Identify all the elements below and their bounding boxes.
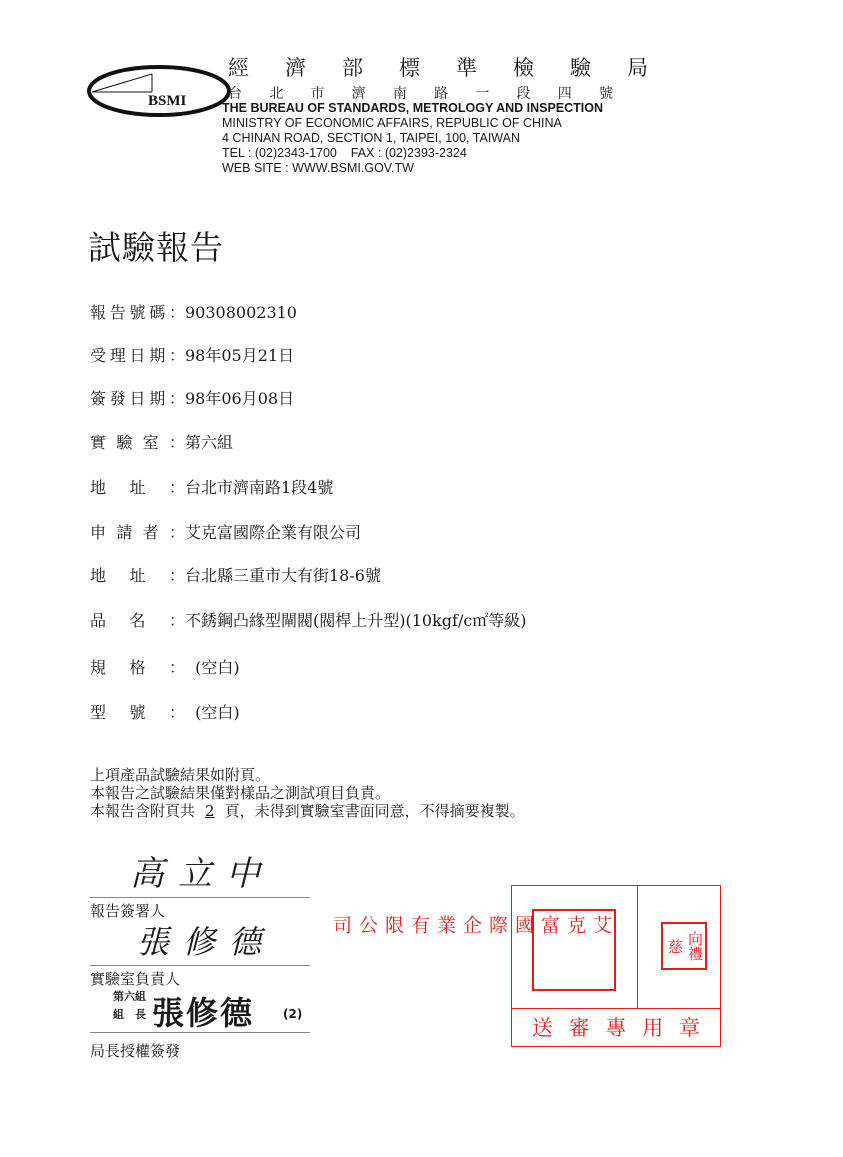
label-char: 地 xyxy=(90,566,107,585)
agency-char: 經 xyxy=(228,56,249,80)
field-row xyxy=(90,655,240,678)
field-label xyxy=(90,563,185,586)
document-title: 試驗報告 xyxy=(88,228,224,267)
label-char: 請 xyxy=(116,523,133,542)
field-value: 不銹鋼凸緣型閘閥(閥桿上升型)(10kgf/c㎡等級) xyxy=(185,611,527,630)
address-char: 一 xyxy=(475,86,490,102)
label-char: 址 xyxy=(129,478,146,497)
stamp-divider xyxy=(512,1008,720,1009)
signature-report-signer: 高立中 xyxy=(130,854,274,894)
address-char: 路 xyxy=(434,86,449,102)
signature-lab-head: 張修德 xyxy=(137,923,276,961)
caption-char: 專 xyxy=(605,1016,627,1040)
ministry-name-en: MINISTRY OF ECONOMIC AFFAIRS, REPUBLIC OF CHINA xyxy=(222,116,562,130)
role-report-signer: 報告簽署人 xyxy=(90,902,166,920)
field-label xyxy=(90,430,185,453)
field-row xyxy=(90,386,294,409)
report-notes xyxy=(90,766,525,820)
role-lab-head: 實驗室負責人 xyxy=(90,970,181,988)
role-director-authorized: 局長授權簽發 xyxy=(90,1042,181,1060)
label-colon: ： xyxy=(168,658,185,677)
address-char: 號 xyxy=(598,86,613,102)
label-colon: ： xyxy=(168,566,185,585)
svg-text:BSMI: BSMI xyxy=(148,93,187,109)
field-label xyxy=(90,386,185,409)
label-char: 簽 xyxy=(90,389,107,408)
note-line-3 xyxy=(90,802,525,820)
signature-line xyxy=(90,965,310,966)
address-en: 4 CHINAN ROAD, SECTION 1, TAIPEI, 100, TAIWAN xyxy=(222,131,520,145)
label-char: 日 xyxy=(129,346,146,365)
bsmi-logo xyxy=(84,60,234,120)
field-label xyxy=(90,520,185,543)
label-char: 實 xyxy=(90,433,107,452)
field-label xyxy=(90,700,185,723)
agency-char: 局 xyxy=(627,56,648,80)
field-row xyxy=(90,700,240,723)
signature-line xyxy=(90,897,310,898)
note-line-1: 上項產品試驗結果如附頁。 xyxy=(90,766,271,784)
label-char: 碼 xyxy=(149,303,166,322)
label-colon: ： xyxy=(168,346,185,365)
caption-char: 用 xyxy=(642,1016,664,1040)
label-char: 期 xyxy=(149,346,166,365)
website: WEB SITE : WWW.BSMI.GOV.TW xyxy=(222,161,414,175)
field-row xyxy=(90,430,233,453)
label-char: 理 xyxy=(109,346,126,365)
field-row xyxy=(90,520,361,543)
company-seal: 艾克富國際企業有限公司 xyxy=(532,909,616,991)
label-colon: ： xyxy=(168,611,185,630)
contact-info: TEL : (02)2343-1700 FAX : (02)2393-2324 xyxy=(222,146,467,160)
label-char: 品 xyxy=(90,611,107,630)
field-value: 台北市濟南路1段4號 xyxy=(185,478,334,497)
agency-char: 標 xyxy=(399,56,420,80)
field-value: (空白) xyxy=(185,658,240,677)
field-label xyxy=(90,608,185,631)
field-row xyxy=(90,608,527,631)
field-label xyxy=(90,655,185,678)
field-value: 台北縣三重市大有街18-6號 xyxy=(185,566,381,585)
agency-char: 驗 xyxy=(570,56,591,80)
label-char: 址 xyxy=(129,566,146,585)
label-char: 規 xyxy=(90,658,107,677)
note-text: 頁，未得到實驗室書面同意，不得摘要複製。 xyxy=(224,802,525,820)
note-text: 本報告含附頁共 xyxy=(90,802,196,820)
field-value: 98年06月08日 xyxy=(185,389,295,408)
label-char: 名 xyxy=(129,611,146,630)
stamp-divider xyxy=(637,886,638,1008)
note-line-2: 本報告之試驗結果僅對樣品之測試項目負責。 xyxy=(90,784,391,802)
agency-name-en: THE BUREAU OF STANDARDS, METROLOGY AND INSPECTION xyxy=(222,101,604,115)
agency-char: 部 xyxy=(342,56,363,80)
section-chief-stamp xyxy=(113,988,146,1024)
label-char: 室 xyxy=(142,433,159,452)
stamp-caption xyxy=(512,1010,720,1044)
field-value: 98年05月21日 xyxy=(185,346,295,365)
caption-char: 送 xyxy=(531,1016,553,1040)
label-char: 日 xyxy=(129,389,146,408)
label-colon: ： xyxy=(168,303,185,322)
agency-char: 濟 xyxy=(285,56,306,80)
personal-seal: 向禮慈 xyxy=(661,922,707,970)
address-char: 南 xyxy=(392,86,407,102)
label-char: 告 xyxy=(109,303,126,322)
label-colon: ： xyxy=(168,523,185,542)
agency-char: 準 xyxy=(456,56,477,80)
agency-address-cn xyxy=(228,83,613,103)
label-colon: ： xyxy=(168,433,185,452)
address-char: 濟 xyxy=(351,86,366,102)
page-count: 2 xyxy=(205,802,215,820)
label-char: 申 xyxy=(90,523,107,542)
signature-chief-stamp: 張修德 xyxy=(152,994,255,1032)
label-char: 地 xyxy=(90,478,107,497)
bsmi-logo-icon xyxy=(84,60,234,120)
label-char: 受 xyxy=(90,346,107,365)
agency-name-cn xyxy=(228,52,648,82)
address-char: 市 xyxy=(310,86,325,102)
stamp-prefix-bottom: 組 長 xyxy=(113,1008,146,1021)
label-colon: ： xyxy=(168,703,185,722)
field-row xyxy=(90,563,381,586)
label-char: 號 xyxy=(129,703,146,722)
field-value: 第六組 xyxy=(185,433,234,452)
field-row xyxy=(90,300,297,323)
label-char: 驗 xyxy=(116,433,133,452)
address-char: 台 xyxy=(228,86,242,102)
field-label xyxy=(90,300,185,323)
label-char: 格 xyxy=(129,658,146,677)
address-char: 四 xyxy=(557,86,572,102)
address-char: 北 xyxy=(269,86,284,102)
label-colon: ： xyxy=(168,478,185,497)
field-value: (空白) xyxy=(185,703,240,722)
field-row xyxy=(90,475,333,498)
field-value: 90308002310 xyxy=(185,303,297,322)
field-value: 艾克富國際企業有限公司 xyxy=(185,523,362,542)
stamp-suffix: (2) xyxy=(283,1007,303,1021)
label-char: 期 xyxy=(149,389,166,408)
agency-char: 檢 xyxy=(513,56,534,80)
agency-info-en xyxy=(222,101,603,176)
submission-stamp xyxy=(330,885,721,1047)
label-colon: ： xyxy=(168,389,185,408)
caption-char: 章 xyxy=(679,1016,701,1040)
field-label xyxy=(90,343,185,366)
label-char: 型 xyxy=(90,703,107,722)
field-row xyxy=(90,343,294,366)
stamp-prefix-top: 第六組 xyxy=(113,990,146,1003)
field-label xyxy=(90,475,185,498)
address-char: 段 xyxy=(516,86,531,102)
label-char: 報 xyxy=(90,303,107,322)
label-char: 號 xyxy=(129,303,146,322)
signature-line xyxy=(90,1032,310,1033)
label-char: 發 xyxy=(109,389,126,408)
label-char: 者 xyxy=(142,523,159,542)
caption-char: 審 xyxy=(568,1016,590,1040)
